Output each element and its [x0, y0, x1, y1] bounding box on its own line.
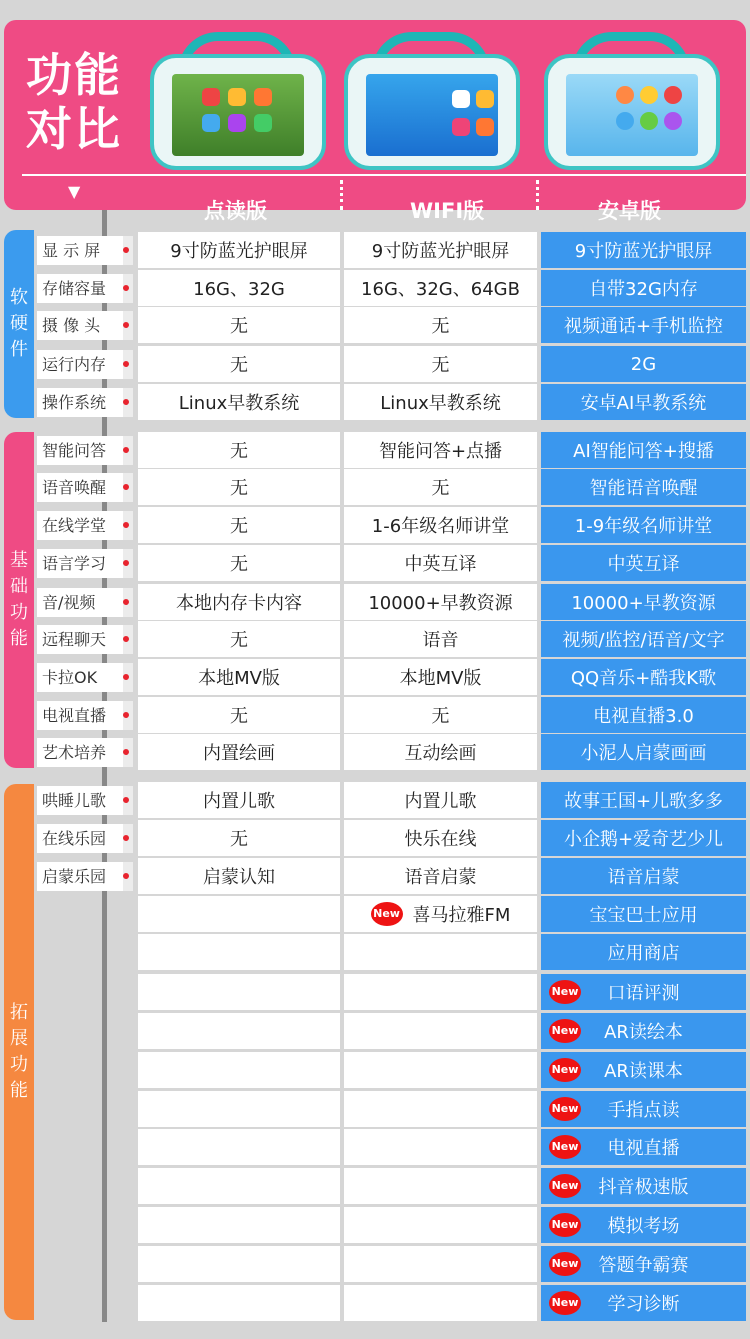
cell-text: 视频通话+手机监控	[563, 316, 724, 337]
row-label	[37, 511, 133, 540]
cell-text: 安卓AI早教系统	[580, 393, 707, 414]
row-label	[37, 350, 133, 379]
header-divider	[22, 174, 746, 176]
cell-text: AR读绘本	[604, 1022, 683, 1043]
table-cell-wifi	[344, 307, 537, 343]
table-cell-reading	[138, 1168, 340, 1204]
table-cell-android	[541, 697, 746, 733]
bullet-dot-icon	[123, 636, 129, 642]
new-badge: New	[549, 1252, 581, 1276]
cell-text: 快乐在线	[404, 829, 477, 850]
cell-text: 无	[230, 316, 248, 337]
table-cell-reading	[138, 469, 340, 505]
bullet-dot-icon	[123, 674, 129, 680]
table-cell-reading	[138, 659, 340, 695]
cell-text: 无	[230, 829, 248, 850]
category-hardware-software: 软 硬 件	[4, 230, 34, 418]
cell-text: 9寸防蓝光护眼屏	[371, 241, 510, 262]
new-badge: New	[549, 1291, 581, 1315]
row-label-text: 摄 像 头	[42, 316, 101, 335]
cell-text: 16G、32G、64GB	[361, 279, 520, 300]
bullet-dot-icon	[123, 797, 129, 803]
bullet-dot-icon	[123, 835, 129, 841]
table-cell-wifi	[344, 1168, 537, 1204]
cell-text: 2G	[630, 353, 657, 375]
table-cell-android	[541, 270, 746, 306]
row-label-text: 显 示 屏	[42, 241, 101, 260]
column-separator	[536, 180, 543, 210]
table-cell-reading	[138, 432, 340, 468]
row-label-text: 哄睡儿歌	[42, 791, 107, 810]
row-label	[37, 388, 133, 417]
new-badge: New	[549, 980, 581, 1004]
table-cell-reading	[138, 384, 340, 420]
table-cell-android	[541, 1052, 746, 1088]
new-badge: New	[549, 1058, 581, 1082]
row-label	[37, 436, 133, 465]
table-cell-reading	[138, 584, 340, 620]
row-label-text: 音/视频	[42, 593, 96, 612]
table-cell-reading	[138, 934, 340, 970]
cell-text: 口语评测	[607, 983, 680, 1004]
table-cell-android	[541, 734, 746, 770]
table-cell-android	[541, 346, 746, 382]
title-line-1: 功能	[26, 48, 122, 102]
table-cell-wifi	[344, 974, 537, 1010]
bullet-dot-icon	[123, 484, 129, 490]
table-cell-wifi	[344, 697, 537, 733]
cell-text: 无	[230, 516, 248, 537]
cell-text: 自带32G内存	[589, 279, 698, 300]
table-cell-android	[541, 621, 746, 657]
bullet-dot-icon	[123, 712, 129, 718]
cell-text: 中英互译	[607, 554, 680, 575]
table-cell-reading	[138, 621, 340, 657]
table-cell-reading	[138, 1285, 340, 1321]
table-cell-reading	[138, 782, 340, 818]
row-label	[37, 824, 133, 853]
table-cell-wifi	[344, 820, 537, 856]
cell-text: 无	[431, 316, 450, 337]
new-badge: New	[549, 1135, 581, 1159]
row-label-text: 操作系统	[42, 393, 107, 412]
page-title	[26, 48, 122, 156]
column-header-reading: 点读版	[204, 199, 267, 223]
cell-text: 答题争霸赛	[598, 1255, 689, 1276]
cell-text: 无	[230, 630, 248, 651]
bullet-dot-icon	[123, 285, 129, 291]
cell-text: 无	[230, 441, 248, 462]
table-cell-wifi	[344, 896, 537, 932]
bullet-dot-icon	[123, 247, 129, 253]
table-cell-android	[541, 432, 746, 468]
header-banner	[4, 20, 746, 223]
table-cell-android	[541, 858, 746, 894]
table-cell-android	[541, 545, 746, 581]
column-separator	[340, 180, 347, 210]
cell-text: 应用商店	[607, 943, 680, 964]
cell-text: 无	[230, 706, 248, 727]
table-cell-android	[541, 820, 746, 856]
table-cell-reading	[138, 820, 340, 856]
row-label-text: 语言学习	[42, 554, 107, 573]
tablet-image-android	[544, 32, 720, 170]
table-cell-android	[541, 1246, 746, 1282]
table-cell-android	[541, 469, 746, 505]
bullet-dot-icon	[123, 599, 129, 605]
cell-text: 视频/监控/语音/文字	[562, 630, 725, 651]
cell-text: 无	[431, 355, 450, 376]
table-cell-reading	[138, 346, 340, 382]
table-cell-android	[541, 232, 746, 268]
table-cell-wifi	[344, 432, 537, 468]
row-label	[37, 311, 133, 340]
table-cell-android	[541, 507, 746, 543]
cell-text: 本地MV版	[399, 668, 482, 689]
row-label	[37, 625, 133, 654]
bullet-dot-icon	[123, 399, 129, 405]
cell-text: 智能语音唤醒	[589, 478, 698, 499]
cell-text: 启蒙认知	[203, 867, 275, 888]
table-cell-wifi	[344, 1091, 537, 1127]
new-badge: New	[549, 1097, 581, 1121]
cell-text: 小泥人启蒙画画	[580, 743, 707, 764]
new-badge: New	[549, 1019, 581, 1043]
table-cell-reading	[138, 507, 340, 543]
table-cell-reading	[138, 896, 340, 932]
table-cell-android	[541, 384, 746, 420]
row-label	[37, 588, 133, 617]
cell-text: 语音启蒙	[607, 867, 680, 888]
cell-text: 手指点读	[607, 1100, 680, 1121]
cell-text: 故事王国+儿歌多多	[563, 791, 724, 812]
cell-text: 本地MV版	[198, 668, 280, 689]
cell-text: 无	[230, 478, 248, 499]
table-cell-wifi	[344, 584, 537, 620]
cell-text: 本地内存卡内容	[176, 593, 302, 614]
row-label	[37, 274, 133, 303]
cell-text: 中英互译	[404, 554, 477, 575]
cell-text: 1-6年级名师讲堂	[371, 516, 510, 537]
cell-text: 内置儿歌	[404, 791, 477, 812]
table-cell-reading	[138, 232, 340, 268]
cell-text: 内置绘画	[203, 743, 275, 764]
table-cell-wifi	[344, 270, 537, 306]
table-cell-wifi	[344, 659, 537, 695]
cell-text: AR读课本	[604, 1061, 683, 1082]
column-header-android: 安卓版	[598, 199, 661, 223]
row-label-text: 智能问答	[42, 441, 107, 460]
row-label-text: 远程聊天	[42, 630, 107, 649]
bullet-dot-icon	[123, 749, 129, 755]
cell-text: 无	[431, 706, 450, 727]
table-cell-wifi	[344, 507, 537, 543]
table-cell-wifi	[344, 858, 537, 894]
table-cell-wifi	[344, 621, 537, 657]
cell-text: 电视直播	[607, 1138, 680, 1159]
row-label	[37, 701, 133, 730]
cell-text: 无	[230, 355, 248, 376]
row-label	[37, 473, 133, 502]
tablet-image-wifi	[344, 32, 520, 170]
row-label	[37, 549, 133, 578]
table-cell-wifi	[344, 1285, 537, 1321]
table-cell-android	[541, 934, 746, 970]
table-cell-reading	[138, 734, 340, 770]
table-cell-android	[541, 974, 746, 1010]
cell-text: QQ音乐+酷我K歌	[570, 668, 717, 689]
table-cell-wifi	[344, 346, 537, 382]
table-cell-android	[541, 1207, 746, 1243]
table-cell-wifi	[344, 469, 537, 505]
row-label	[37, 738, 133, 767]
cell-text: 1-9年级名师讲堂	[574, 516, 713, 537]
column-header-wifi: WIFI版	[410, 199, 485, 223]
cell-text: 语音启蒙	[404, 867, 477, 888]
cell-text: 抖音极速版	[598, 1177, 689, 1198]
bullet-dot-icon	[123, 447, 129, 453]
row-label-text: 在线乐园	[42, 829, 107, 848]
row-label-text: 语音唤醒	[42, 478, 107, 497]
cell-text: 9寸防蓝光护眼屏	[574, 241, 713, 262]
tablet-image-reading	[150, 32, 326, 170]
table-cell-reading	[138, 1129, 340, 1165]
table-cell-android	[541, 782, 746, 818]
cell-text: 智能问答+点播	[378, 441, 503, 462]
table-cell-wifi	[344, 1207, 537, 1243]
table-cell-android	[541, 307, 746, 343]
cell-text: 语音	[422, 630, 459, 651]
table-cell-reading	[138, 307, 340, 343]
cell-text: 无	[230, 554, 248, 575]
row-label	[37, 786, 133, 815]
bullet-dot-icon	[123, 522, 129, 528]
table-cell-reading	[138, 858, 340, 894]
bullet-dot-icon	[123, 361, 129, 367]
cell-text: 电视直播3.0	[593, 706, 694, 727]
table-cell-android	[541, 1168, 746, 1204]
row-label-text: 存储容量	[42, 279, 107, 298]
table-cell-reading	[138, 545, 340, 581]
new-badge: New	[549, 1174, 581, 1198]
cell-text: 无	[431, 478, 450, 499]
row-label	[37, 236, 133, 265]
table-cell-wifi	[344, 1129, 537, 1165]
cell-text: 9寸防蓝光护眼屏	[170, 241, 308, 262]
table-cell-reading	[138, 270, 340, 306]
table-cell-reading	[138, 1207, 340, 1243]
bullet-dot-icon	[123, 560, 129, 566]
cell-text: Linux早教系统	[380, 393, 501, 414]
bullet-dot-icon	[123, 873, 129, 879]
cell-text: 小企鹅+爱奇艺少儿	[563, 829, 724, 850]
table-cell-reading	[138, 1246, 340, 1282]
cell-text: 10000+早教资源	[571, 593, 716, 614]
row-label-text: 艺术培养	[42, 743, 107, 762]
table-cell-wifi	[344, 232, 537, 268]
table-cell-reading	[138, 974, 340, 1010]
table-cell-wifi	[344, 782, 537, 818]
table-cell-wifi	[344, 1052, 537, 1088]
table-cell-reading	[138, 1091, 340, 1127]
table-cell-wifi	[344, 934, 537, 970]
table-cell-reading	[138, 1013, 340, 1049]
table-cell-android	[541, 584, 746, 620]
new-badge: New	[371, 902, 403, 926]
row-label	[37, 862, 133, 891]
category-basic-functions: 基 础 功 能	[4, 432, 34, 768]
row-label-text: 电视直播	[42, 706, 107, 725]
chevron-down-icon: ▼	[68, 182, 81, 201]
row-label-text: 运行内存	[42, 355, 107, 374]
row-label-text: 启蒙乐园	[42, 867, 107, 886]
row-label-text: 在线学堂	[42, 516, 107, 535]
table-cell-android	[541, 659, 746, 695]
row-label	[37, 663, 133, 692]
new-badge: New	[549, 1213, 581, 1237]
cell-text: 宝宝巴士应用	[589, 905, 698, 926]
table-cell-android	[541, 1091, 746, 1127]
table-cell-reading	[138, 697, 340, 733]
cell-text: Linux早教系统	[178, 393, 300, 414]
table-cell-wifi	[344, 384, 537, 420]
cell-text: 16G、32G	[193, 279, 285, 300]
table-cell-reading	[138, 1052, 340, 1088]
cell-text: AI智能问答+搜播	[573, 441, 714, 462]
cell-text: 模拟考场	[607, 1216, 680, 1237]
table-cell-android	[541, 1013, 746, 1049]
table-cell-android	[541, 1285, 746, 1321]
table-cell-wifi	[344, 1013, 537, 1049]
title-line-2: 对比	[26, 102, 122, 156]
cell-text: 学习诊断	[607, 1294, 680, 1315]
table-cell-wifi	[344, 1246, 537, 1282]
table-cell-android	[541, 1129, 746, 1165]
table-cell-wifi	[344, 734, 537, 770]
table-cell-android	[541, 896, 746, 932]
category-extended-functions: 拓 展 功 能	[4, 784, 34, 1320]
cell-text: 互动绘画	[404, 743, 477, 764]
table-cell-wifi	[344, 545, 537, 581]
cell-text: 10000+早教资源	[368, 593, 513, 614]
cell-text: 喜马拉雅FM	[412, 905, 511, 926]
row-label-text: 卡拉OK	[42, 668, 98, 687]
cell-text: 内置儿歌	[203, 791, 275, 812]
bullet-dot-icon	[123, 322, 129, 328]
